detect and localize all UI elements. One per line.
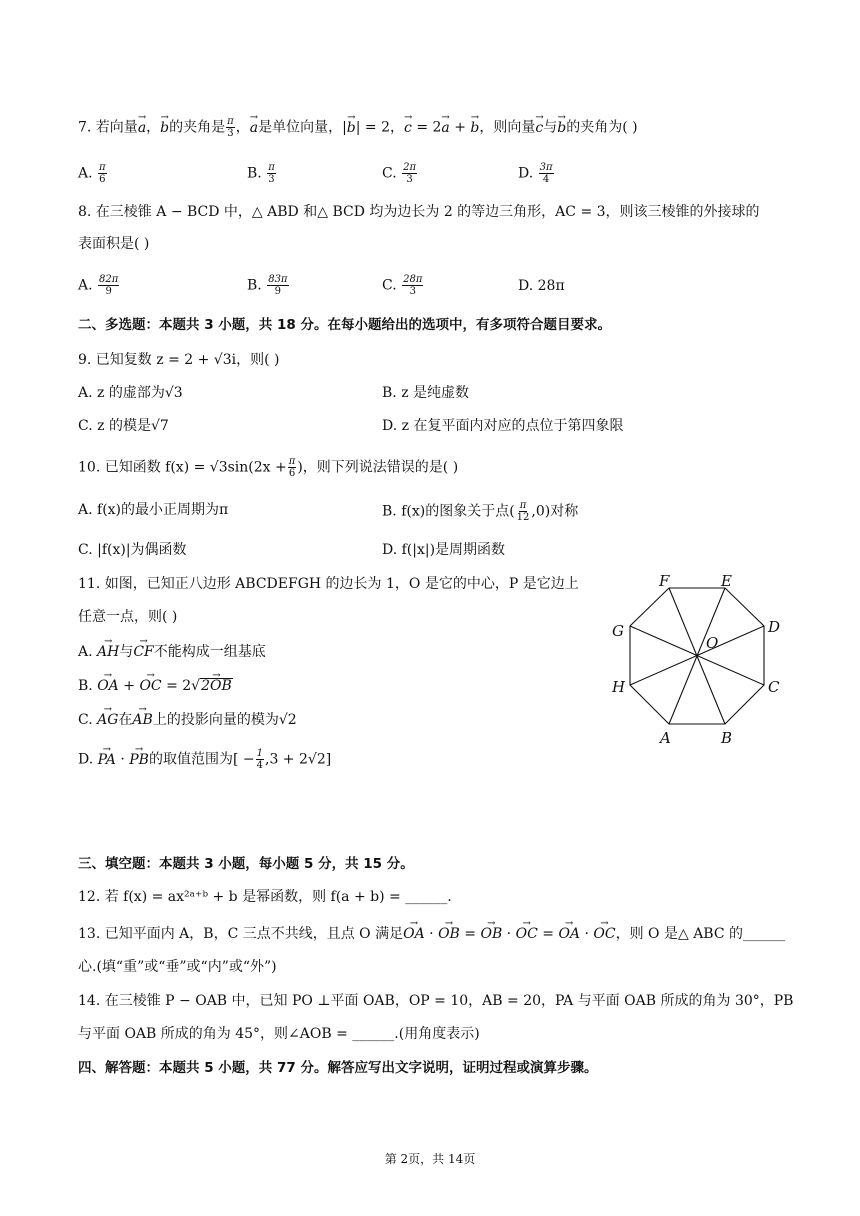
q11-stem-line2: 任意一点，则( ) xyxy=(78,609,178,625)
q11-stem-line1: 11. 如图，已知正八边形 ABCDEFGH 的边长为 1，O 是它的中心，P 是它边上 xyxy=(78,576,579,592)
vertex-label-c: C xyxy=(768,678,780,696)
center-label-o: O xyxy=(706,634,719,652)
q11-option-a: A. → AH与→ CF不能构成一组基底 xyxy=(78,642,266,662)
section-heading-solutions: 四、解答题：本题共 5 小题，共 77 分。解答应写出文字说明，证明过程或演算步骤。 xyxy=(78,1060,598,1076)
q8-stem-line1: 8. 在三棱锥 A − BCD 中，△ ABD 和△ BCD 均为边长为 2 的等边三角形，AC = 3，则该三棱锥的外接球的 xyxy=(78,204,760,220)
q11-option-c: C. → AG在→ AB上的投影向量的模为√2 xyxy=(78,710,297,730)
octagon-figure xyxy=(605,570,795,750)
section-heading-multiple-choice: 二、多选题：本题共 3 小题，共 18 分。在每小题给出的选项中，有多项符合题目要求。 xyxy=(78,317,611,333)
q8-option-d: D. 28π xyxy=(518,278,565,294)
section-heading-fill-in: 三、填空题：本题共 3 小题，每小题 5 分，共 15 分。 xyxy=(78,856,414,872)
q9-option-d: D. z 在复平面内对应的点位于第四象限 xyxy=(382,418,624,434)
q10-stem: 10. 已知函数 f(x) = √3sin(2x + $\frac{\pi}{6}$ )，则下列说法错误的是( ) xyxy=(78,456,459,479)
q8-option-c: C. $\frac{28\pi}{3}$ xyxy=(382,274,423,297)
q7-stem: 7. 若向量→ a，→ b的夹角是 $\frac{\pi}{3}$ ，→ a是单位向量，|→ b| = 2，→ c = 2→ a + → b，则向量→ c与→ b的夹角为( ) xyxy=(78,116,638,139)
q10-option-b: B. f(x)的图象关于点( $\frac{\pi}{12}$ ,0)对称 xyxy=(382,500,579,523)
q8-option-a: A. $\frac{82\pi}{9}$ xyxy=(78,274,119,297)
q7-option-d: D. $\frac{3\pi}{4}$ xyxy=(518,162,553,185)
q10-option-a: A. f(x)的最小正周期为π xyxy=(78,502,229,518)
q13-stem-line1: 13. 已知平面内 A，B，C 三点不共线，且点 O 满足→ OA · → OB = → OB · → OC = → OA · → OC，则 O 是△ ABC 的______ xyxy=(78,924,785,944)
q7-option-b: B. $\frac{\pi}{3}$ xyxy=(247,162,275,185)
q14-stem-line1: 14. 在三棱锥 P − OAB 中，已知 PO ⊥平面 OAB，OP = 10，AB = 20，PA 与平面 OAB 所成的角为 30°，PB xyxy=(78,993,794,1009)
q9-option-c: C. z 的模是√7 xyxy=(78,418,169,434)
q8-option-b: B. $\frac{83\pi}{9}$ xyxy=(247,274,288,297)
vertex-label-d: D xyxy=(768,618,781,636)
vertex-label-g: G xyxy=(612,622,624,640)
q10-option-d: D. f(|x|)是周期函数 xyxy=(382,542,506,558)
q7-option-a: A. $\frac{\pi}{6}$ xyxy=(78,162,106,185)
q11-option-d: D. → PA · → PB的取值范围为[ − $\frac{1}{4}$ ,3 + 2√2] xyxy=(78,748,331,771)
q11-option-b: B. → OA + → OC = 2√→ 2OB xyxy=(78,676,233,696)
vertex-label-b: B xyxy=(721,729,733,747)
q13-stem-line2: 心.(填“重”或“垂”或“内”或“外”) xyxy=(78,959,277,975)
vertex-label-f: F xyxy=(659,572,670,590)
vertex-label-h: H xyxy=(612,678,626,696)
q7-option-c: C. $\frac{2\pi}{3}$ xyxy=(382,162,417,185)
q9-option-a: A. z 的虚部为√3 xyxy=(78,385,183,401)
q9-stem: 9. 已知复数 z = 2 + √3i，则( ) xyxy=(78,352,280,368)
q9-option-b: B. z 是纯虚数 xyxy=(382,385,470,401)
page-footer: 第 2页，共 14页 xyxy=(384,1152,476,1166)
vertex-label-e: E xyxy=(721,572,732,590)
q8-stem-line2: 表面积是( ) xyxy=(78,236,150,252)
q10-option-c: C. |f(x)|为偶函数 xyxy=(78,542,187,558)
q12-stem: 12. 若 f(x) = ax²ᵃ⁺ᵇ + b 是幂函数，则 f(a + b) = ______. xyxy=(78,889,452,905)
q14-stem-line2: 与平面 OAB 所成的角为 45°，则∠AOB = ______.(用角度表示) xyxy=(78,1026,480,1042)
vertex-label-a: A xyxy=(660,729,671,747)
